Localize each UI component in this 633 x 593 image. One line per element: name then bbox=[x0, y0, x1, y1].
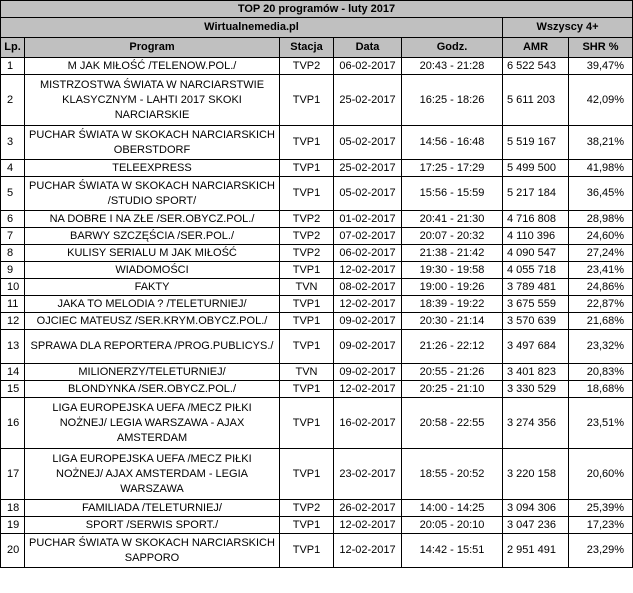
time-cell: 21:38 - 21:42 bbox=[402, 245, 503, 262]
lp-cell: 14 bbox=[1, 364, 25, 381]
lp-cell: 17 bbox=[1, 449, 25, 500]
station-cell: TVP1 bbox=[280, 160, 334, 177]
table-row bbox=[1, 398, 633, 449]
date-cell: 26-02-2017 bbox=[334, 500, 402, 517]
table-row bbox=[1, 500, 633, 517]
station-cell: TVP1 bbox=[280, 381, 334, 398]
station-cell: TVP1 bbox=[280, 449, 334, 500]
target-group-label: Wszyscy 4+ bbox=[503, 18, 633, 38]
station-cell: TVP1 bbox=[280, 126, 334, 160]
lp-cell: 19 bbox=[1, 517, 25, 534]
shr-cell: 41,98% bbox=[569, 160, 633, 177]
date-cell: 12-02-2017 bbox=[334, 381, 402, 398]
date-cell: 06-02-2017 bbox=[334, 58, 402, 75]
amr-cell: 3 401 823 bbox=[503, 364, 569, 381]
program-cell: NA DOBRE I NA ZŁE /SER.OBYCZ.POL./ bbox=[25, 211, 280, 228]
date-cell: 12-02-2017 bbox=[334, 296, 402, 313]
shr-cell: 27,24% bbox=[569, 245, 633, 262]
program-cell: TELEEXPRESS bbox=[25, 160, 280, 177]
amr-cell: 4 090 547 bbox=[503, 245, 569, 262]
shr-cell: 23,41% bbox=[569, 262, 633, 279]
amr-cell: 6 522 543 bbox=[503, 58, 569, 75]
time-cell: 20:41 - 21:30 bbox=[402, 211, 503, 228]
table-row bbox=[1, 75, 633, 126]
lp-cell: 18 bbox=[1, 500, 25, 517]
table-row bbox=[1, 279, 633, 296]
time-cell: 15:56 - 15:59 bbox=[402, 177, 503, 211]
amr-cell: 5 217 184 bbox=[503, 177, 569, 211]
table-row bbox=[1, 330, 633, 364]
shr-cell: 23,32% bbox=[569, 330, 633, 364]
station-cell: TVP1 bbox=[280, 177, 334, 211]
table-row bbox=[1, 245, 633, 262]
station-cell: TVP1 bbox=[280, 517, 334, 534]
date-cell: 12-02-2017 bbox=[334, 262, 402, 279]
time-cell: 19:00 - 19:26 bbox=[402, 279, 503, 296]
shr-cell: 21,68% bbox=[569, 313, 633, 330]
time-cell: 14:56 - 16:48 bbox=[402, 126, 503, 160]
table-row bbox=[1, 211, 633, 228]
time-cell: 19:30 - 19:58 bbox=[402, 262, 503, 279]
column-header-amr: AMR bbox=[503, 38, 569, 58]
table-row bbox=[1, 517, 633, 534]
amr-cell: 3 047 236 bbox=[503, 517, 569, 534]
time-cell: 14:00 - 14:25 bbox=[402, 500, 503, 517]
amr-cell: 3 675 559 bbox=[503, 296, 569, 313]
table-row bbox=[1, 381, 633, 398]
program-cell: PUCHAR ŚWIATA W SKOKACH NARCIARSKICH OBERSTDORF bbox=[25, 126, 280, 160]
date-cell: 08-02-2017 bbox=[334, 279, 402, 296]
date-cell: 25-02-2017 bbox=[334, 75, 402, 126]
program-cell: PUCHAR ŚWIATA W SKOKACH NARCIARSKICH SAPPORO bbox=[25, 534, 280, 568]
date-cell: 05-02-2017 bbox=[334, 126, 402, 160]
program-cell: SPORT /SERWIS SPORT./ bbox=[25, 517, 280, 534]
date-cell: 12-02-2017 bbox=[334, 517, 402, 534]
column-header-stacja: Stacja bbox=[280, 38, 334, 58]
shr-cell: 38,21% bbox=[569, 126, 633, 160]
shr-cell: 22,87% bbox=[569, 296, 633, 313]
time-cell: 20:30 - 21:14 bbox=[402, 313, 503, 330]
lp-cell: 16 bbox=[1, 398, 25, 449]
shr-cell: 25,39% bbox=[569, 500, 633, 517]
station-cell: TVP1 bbox=[280, 534, 334, 568]
shr-cell: 18,68% bbox=[569, 381, 633, 398]
station-cell: TVP2 bbox=[280, 500, 334, 517]
time-cell: 20:25 - 21:10 bbox=[402, 381, 503, 398]
table-row bbox=[1, 449, 633, 500]
lp-cell: 7 bbox=[1, 228, 25, 245]
amr-cell: 3 497 684 bbox=[503, 330, 569, 364]
time-cell: 20:55 - 21:26 bbox=[402, 364, 503, 381]
program-cell: MILIONERZY/TELETURNIEJ/ bbox=[25, 364, 280, 381]
source-label: Wirtualnemedia.pl bbox=[1, 18, 503, 38]
lp-cell: 20 bbox=[1, 534, 25, 568]
shr-cell: 23,29% bbox=[569, 534, 633, 568]
column-header-shr: SHR % bbox=[569, 38, 633, 58]
lp-cell: 9 bbox=[1, 262, 25, 279]
shr-cell: 23,51% bbox=[569, 398, 633, 449]
time-cell: 16:25 - 18:26 bbox=[402, 75, 503, 126]
program-cell: FAKTY bbox=[25, 279, 280, 296]
amr-cell: 5 499 500 bbox=[503, 160, 569, 177]
program-cell: M JAK MIŁOŚĆ /TELENOW.POL./ bbox=[25, 58, 280, 75]
station-cell: TVP1 bbox=[280, 75, 334, 126]
station-cell: TVP2 bbox=[280, 211, 334, 228]
lp-cell: 6 bbox=[1, 211, 25, 228]
shr-cell: 24,86% bbox=[569, 279, 633, 296]
lp-cell: 1 bbox=[1, 58, 25, 75]
date-cell: 12-02-2017 bbox=[334, 534, 402, 568]
table-row bbox=[1, 160, 633, 177]
shr-cell: 17,23% bbox=[569, 517, 633, 534]
amr-cell: 2 951 491 bbox=[503, 534, 569, 568]
program-cell: LIGA EUROPEJSKA UEFA /MECZ PIŁKI NOŻNEJ/ AJAX AMSTERDAM - LEGIA WARSZAWA bbox=[25, 449, 280, 500]
lp-cell: 4 bbox=[1, 160, 25, 177]
shr-cell: 24,60% bbox=[569, 228, 633, 245]
column-header-godz: Godz. bbox=[402, 38, 503, 58]
amr-cell: 3 570 639 bbox=[503, 313, 569, 330]
amr-cell: 5 519 167 bbox=[503, 126, 569, 160]
amr-cell: 4 716 808 bbox=[503, 211, 569, 228]
time-cell: 17:25 - 17:29 bbox=[402, 160, 503, 177]
time-cell: 21:26 - 22:12 bbox=[402, 330, 503, 364]
shr-cell: 36,45% bbox=[569, 177, 633, 211]
lp-cell: 3 bbox=[1, 126, 25, 160]
date-cell: 01-02-2017 bbox=[334, 211, 402, 228]
shr-cell: 20,60% bbox=[569, 449, 633, 500]
date-cell: 09-02-2017 bbox=[334, 330, 402, 364]
amr-cell: 5 611 203 bbox=[503, 75, 569, 126]
program-cell: JAKA TO MELODIA ? /TELETURNIEJ/ bbox=[25, 296, 280, 313]
station-cell: TVP1 bbox=[280, 313, 334, 330]
column-header-program: Program bbox=[25, 38, 280, 58]
table-row bbox=[1, 364, 633, 381]
table-row bbox=[1, 313, 633, 330]
column-header-lp: Lp. bbox=[1, 38, 25, 58]
lp-cell: 15 bbox=[1, 381, 25, 398]
shr-cell: 39,47% bbox=[569, 58, 633, 75]
lp-cell: 11 bbox=[1, 296, 25, 313]
program-cell: PUCHAR ŚWIATA W SKOKACH NARCIARSKICH /STUDIO SPORT/ bbox=[25, 177, 280, 211]
station-cell: TVP1 bbox=[280, 262, 334, 279]
amr-cell: 3 094 306 bbox=[503, 500, 569, 517]
time-cell: 14:42 - 15:51 bbox=[402, 534, 503, 568]
date-cell: 09-02-2017 bbox=[334, 313, 402, 330]
time-cell: 20:43 - 21:28 bbox=[402, 58, 503, 75]
column-header-data: Data bbox=[334, 38, 402, 58]
table-row bbox=[1, 262, 633, 279]
amr-cell: 3 330 529 bbox=[503, 381, 569, 398]
program-cell: BARWY SZCZĘŚCIA /SER.POL./ bbox=[25, 228, 280, 245]
lp-cell: 8 bbox=[1, 245, 25, 262]
date-cell: 07-02-2017 bbox=[334, 228, 402, 245]
station-cell: TVP2 bbox=[280, 58, 334, 75]
program-cell: WIADOMOŚCI bbox=[25, 262, 280, 279]
station-cell: TVP1 bbox=[280, 296, 334, 313]
time-cell: 20:05 - 20:10 bbox=[402, 517, 503, 534]
station-cell: TVP2 bbox=[280, 245, 334, 262]
amr-cell: 3 220 158 bbox=[503, 449, 569, 500]
time-cell: 18:39 - 19:22 bbox=[402, 296, 503, 313]
date-cell: 05-02-2017 bbox=[334, 177, 402, 211]
table-row bbox=[1, 228, 633, 245]
amr-cell: 3 789 481 bbox=[503, 279, 569, 296]
table-row bbox=[1, 58, 633, 75]
shr-cell: 20,83% bbox=[569, 364, 633, 381]
program-cell: KULISY SERIALU M JAK MIŁOŚĆ bbox=[25, 245, 280, 262]
lp-cell: 13 bbox=[1, 330, 25, 364]
date-cell: 06-02-2017 bbox=[334, 245, 402, 262]
time-cell: 18:55 - 20:52 bbox=[402, 449, 503, 500]
station-cell: TVP1 bbox=[280, 398, 334, 449]
shr-cell: 28,98% bbox=[569, 211, 633, 228]
table-title: TOP 20 programów - luty 2017 bbox=[1, 1, 633, 18]
program-cell: FAMILIADA /TELETURNIEJ/ bbox=[25, 500, 280, 517]
program-cell: MISTRZOSTWA ŚWIATA W NARCIARSTWIE KLASYCZNYM - LAHTI 2017 SKOKI NARCIARSKIE bbox=[25, 75, 280, 126]
program-cell: SPRAWA DLA REPORTERA /PROG.PUBLICYS./ bbox=[25, 330, 280, 364]
program-cell: OJCIEC MATEUSZ /SER.KRYM.OBYCZ.POL./ bbox=[25, 313, 280, 330]
program-cell: LIGA EUROPEJSKA UEFA /MECZ PIŁKI NOŻNEJ/ LEGIA WARSZAWA - AJAX AMSTERDAM bbox=[25, 398, 280, 449]
lp-cell: 2 bbox=[1, 75, 25, 126]
table-row bbox=[1, 296, 633, 313]
station-cell: TVN bbox=[280, 364, 334, 381]
time-cell: 20:58 - 22:55 bbox=[402, 398, 503, 449]
lp-cell: 10 bbox=[1, 279, 25, 296]
shr-cell: 42,09% bbox=[569, 75, 633, 126]
lp-cell: 5 bbox=[1, 177, 25, 211]
program-cell: BLONDYNKA /SER.OBYCZ.POL./ bbox=[25, 381, 280, 398]
table-row bbox=[1, 534, 633, 568]
station-cell: TVP2 bbox=[280, 228, 334, 245]
amr-cell: 4 055 718 bbox=[503, 262, 569, 279]
lp-cell: 12 bbox=[1, 313, 25, 330]
amr-cell: 4 110 396 bbox=[503, 228, 569, 245]
date-cell: 23-02-2017 bbox=[334, 449, 402, 500]
amr-cell: 3 274 356 bbox=[503, 398, 569, 449]
table-row bbox=[1, 177, 633, 211]
time-cell: 20:07 - 20:32 bbox=[402, 228, 503, 245]
station-cell: TVN bbox=[280, 279, 334, 296]
date-cell: 09-02-2017 bbox=[334, 364, 402, 381]
station-cell: TVP1 bbox=[280, 330, 334, 364]
date-cell: 16-02-2017 bbox=[334, 398, 402, 449]
date-cell: 25-02-2017 bbox=[334, 160, 402, 177]
table-row bbox=[1, 126, 633, 160]
